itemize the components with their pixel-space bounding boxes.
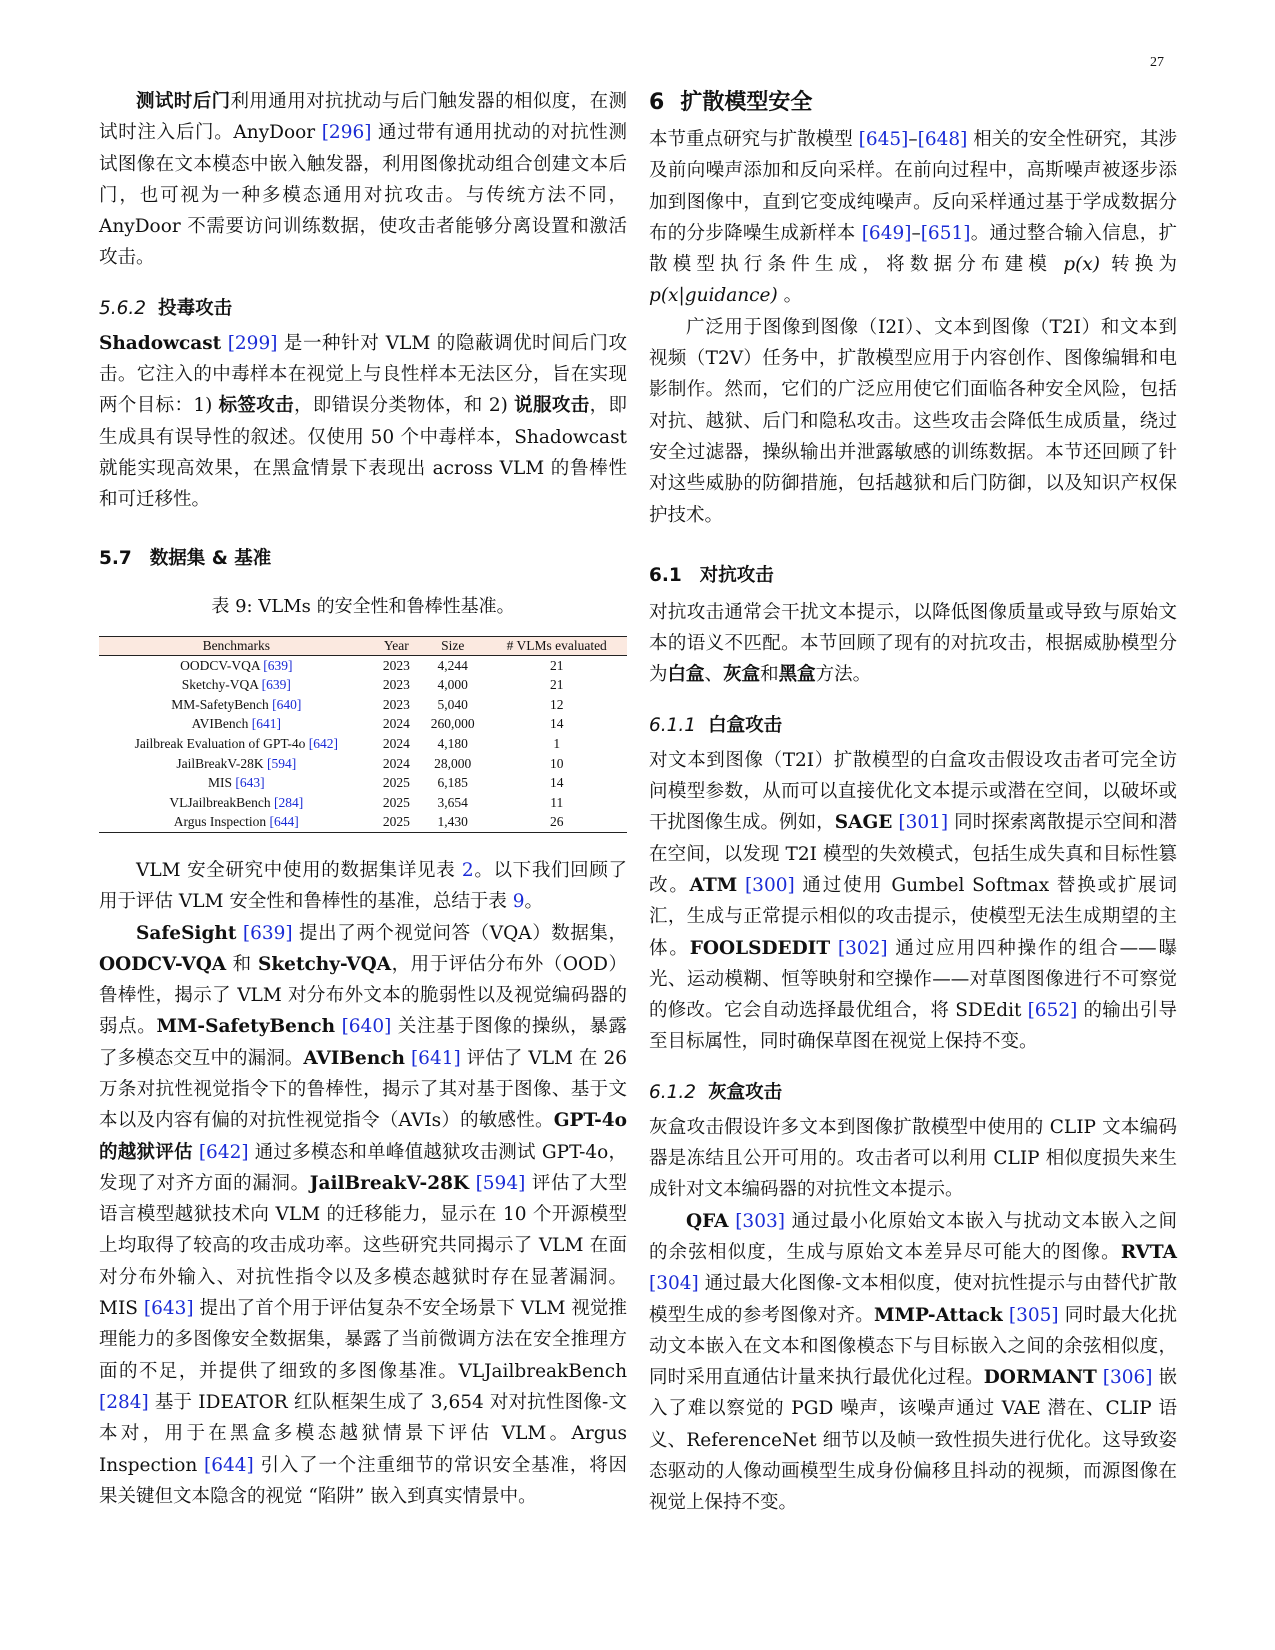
citation-link[interactable]: [640] bbox=[341, 1016, 392, 1038]
table-row bbox=[99, 734, 627, 754]
term-test-time-backdoor: 测试时后门 bbox=[136, 91, 231, 112]
citation-link[interactable]: [645] bbox=[858, 129, 909, 150]
paragraph-white-box bbox=[649, 745, 1177, 1058]
benchmark-name-cell bbox=[99, 812, 374, 832]
table-row bbox=[99, 773, 627, 793]
text: 通过使用 Gumbel Softmax 替换或扩展词汇，生成与正常提示相似的攻击提示，使模型无法生成期望的主体。 bbox=[649, 874, 1177, 959]
math-expression: p(x) bbox=[1063, 254, 1100, 276]
text: 相关的安全性研究，其涉及前向噪声添加和反向采样。在前向过程中，高斯噪声被逐步添加到图像中，直到它变成纯噪声。反向采样通过基于学成数据分布的分步降噪生成新样本 bbox=[649, 129, 1177, 244]
citation-link[interactable]: [594] bbox=[266, 755, 297, 771]
cell-size: 1,430 bbox=[419, 812, 486, 832]
text: 方法。 bbox=[815, 664, 872, 686]
cell-size: 28,000 bbox=[434, 755, 472, 771]
term: 灰盒 bbox=[723, 664, 761, 686]
table-row bbox=[99, 695, 627, 715]
benchmark-name-cell bbox=[99, 714, 374, 734]
text: 通过应用四种操作的组合——曝光、运动模糊、恒等映射和空操作——对草图图像进行不可察觉的修改。它会自动选择最优组合，将 SDEdit bbox=[649, 937, 1177, 1022]
benchmark-name-cell bbox=[99, 773, 374, 793]
benchmark-name-cell bbox=[99, 655, 374, 675]
cell-year: 2024 bbox=[382, 735, 410, 751]
cell-year: 2024 bbox=[382, 755, 410, 771]
text: 。以下我们回顾了用于评估 VLM 安全性和鲁棒性的基准，总结于表 bbox=[99, 859, 627, 913]
cell-evaluated: 1 bbox=[553, 735, 561, 751]
text: 通过带有通用扰动的对抗性测试图像在文本模态中嵌入触发器，利用图像扰动组合创建文本后门，也可视为一种多模态通用对抗攻击。与传统方法不同，AnyDoor 不需要访问训练数据，使攻击者能够分离设置和激活攻击。 bbox=[99, 122, 627, 269]
term: JailBreakV-28K bbox=[309, 1172, 470, 1194]
citation-link[interactable]: [301] bbox=[898, 812, 949, 834]
term: MM-SafetyBench bbox=[156, 1016, 336, 1038]
heading-5-6-2 bbox=[99, 296, 627, 322]
citation-link[interactable]: [284] bbox=[99, 1391, 149, 1413]
text: 是一种针对 VLM 的隐蔽调优时间后门攻击。它注入的中毒样本在视觉上与良性样本无法区分，旨在实现两个目标：1) bbox=[99, 332, 627, 417]
benchmark-name-cell bbox=[99, 675, 374, 695]
text: 和 bbox=[226, 953, 258, 975]
section-number: 6 bbox=[649, 90, 665, 115]
term: AVIBench bbox=[303, 1047, 405, 1069]
citation-link[interactable]: [304] bbox=[649, 1273, 699, 1295]
citation-link[interactable]: [305] bbox=[1008, 1304, 1059, 1326]
cell-size: 5,040 bbox=[437, 696, 468, 712]
heading-5-7 bbox=[99, 546, 627, 572]
paragraph-diffusion-intro bbox=[649, 124, 1177, 312]
section-number: 5.7 bbox=[99, 547, 132, 569]
benchmark-name: MM-SafetyBench bbox=[171, 696, 273, 712]
table-row bbox=[99, 754, 627, 774]
text: 同时最大化扰动文本嵌入在文本和图像模态下与目标嵌入之间的余弦相似度，同时采用直通估计量来执行最优化过程。 bbox=[649, 1304, 1177, 1389]
term-shadowcast: Shadowcast bbox=[99, 332, 222, 354]
section-number: 6.1.1 bbox=[649, 714, 697, 736]
citation-link[interactable]: [648] bbox=[917, 129, 968, 150]
cell-evaluated: 26 bbox=[486, 812, 627, 832]
text: 评估了大型语言模型越狱技术向 VLM 的迁移能力，显示在 10 个开源模型上均取得了较高的攻击成功率。这些研究共同揭示了 VLM 在面对分布外输入、对抗性指令以及多模态越狱时存在显著漏洞。MIS bbox=[99, 1172, 627, 1320]
paragraph-datasets-intro bbox=[99, 855, 627, 918]
paragraph-test-time-backdoor bbox=[99, 86, 627, 274]
term: GPT-4o 的越狱评估 bbox=[99, 1110, 627, 1163]
cell-year: 2025 bbox=[374, 812, 419, 832]
math-expression: p(x|guidance) bbox=[649, 285, 778, 307]
cell-evaluated: 12 bbox=[549, 696, 564, 712]
citation-link[interactable]: [644] bbox=[204, 1454, 254, 1476]
text: – bbox=[908, 129, 918, 150]
text: ，即错误分类物体，和 2) bbox=[294, 395, 515, 417]
text: 评估了 VLM 在 26 万条对抗性视觉指令下的鲁棒性，揭示了其对基于图像、基于文本以及内容有偏的对抗性视觉指令（AVIs）的敏感性。 bbox=[99, 1047, 627, 1132]
left-column bbox=[99, 86, 627, 1512]
section-number: 6.1 bbox=[649, 564, 682, 586]
paragraph-gray-box: 灰盒攻击假设许多文本到图像扩散模型中使用的 CLIP 文本编码器是冻结且公开可用的。攻击者可以利用 CLIP 相似度损失来生成针对文本编码器的对抗性文本提示。 bbox=[649, 1116, 1177, 1201]
section-title: 扩散模型安全 bbox=[680, 90, 813, 115]
text: 对抗攻击通常会干扰文本提示，以降低图像质量或导致与原始文本的语义不匹配。本节回顾了现有的对抗攻击，根据威胁模型分为 bbox=[649, 601, 1177, 686]
citation-link[interactable]: [299] bbox=[227, 332, 278, 354]
text: 通过多模态和单峰值越狱攻击测试 GPT-4o，发现了对齐方面的漏洞。 bbox=[99, 1141, 627, 1194]
cell-year: 2025 bbox=[382, 775, 410, 791]
text: 和 bbox=[760, 664, 779, 686]
text: 的输出引导至目标属性，同时确保草图在视觉上保持不变。 bbox=[649, 1000, 1177, 1053]
term: SafeSight bbox=[136, 922, 237, 944]
right-column bbox=[649, 86, 1177, 1519]
text: ，用于评估分布外（OOD）鲁棒性，揭示了 VLM 对分布外文本的脆弱性以及视觉编码器的弱点。 bbox=[99, 953, 628, 1038]
text: 。 bbox=[524, 891, 544, 913]
paragraph-adversarial bbox=[649, 597, 1177, 691]
text: 引入了一个注重细节的常识安全基准，将因果关键但文本隐含的视觉 “陷阱” 嵌入到真实情景中。 bbox=[99, 1454, 628, 1507]
cell-year: 2025 bbox=[382, 794, 410, 810]
citation-link[interactable]: [641] bbox=[410, 1047, 461, 1069]
citation-link[interactable]: [639] bbox=[263, 657, 293, 673]
column-header: Year bbox=[374, 636, 419, 655]
table-row bbox=[99, 675, 627, 695]
paragraph-qfa bbox=[649, 1206, 1177, 1519]
citation-link[interactable]: [649] bbox=[861, 222, 912, 244]
table-link[interactable]: 2 bbox=[461, 859, 474, 881]
cell-size: 4,180 bbox=[437, 735, 468, 751]
text: ，即生成具有误导性的叙述。仅使用 50 个中毒样本，Shadowcast 就能实现高效果，在黑盒情景下表现出 across VLM 的鲁棒性和可迁移性。 bbox=[99, 395, 627, 511]
term: FOOLSDEDIT bbox=[689, 937, 831, 959]
citation-link[interactable]: [642] bbox=[308, 735, 339, 751]
benchmark-name: MIS bbox=[207, 775, 236, 791]
term: ATM bbox=[689, 874, 738, 896]
heading-6-1 bbox=[649, 563, 1177, 589]
cell-evaluated: 10 bbox=[549, 755, 564, 771]
benchmark-name-cell bbox=[99, 695, 374, 715]
column-header: Benchmarks bbox=[99, 636, 374, 655]
text: 通过最小化原始文本嵌入与扰动文本嵌入之间的余弦相似度，生成与原始文本差异尽可能大的图像。 bbox=[649, 1210, 1177, 1263]
section-title: 数据集 & 基准 bbox=[149, 547, 272, 569]
text: – bbox=[911, 222, 921, 244]
term: DORMANT bbox=[983, 1367, 1097, 1389]
section-title: 白盒攻击 bbox=[708, 714, 783, 736]
cell-size: 3,654 bbox=[437, 794, 468, 810]
cell-evaluated: 21 bbox=[549, 677, 564, 693]
cell-year: 2023 bbox=[382, 696, 410, 712]
text: 对文本到图像（T2I）扩散模型的白盒攻击假设攻击者可完全访问模型参数，从而可以直接优化文本提示或潜在空间，以破坏或干扰图像生成。例如， bbox=[649, 749, 1177, 834]
text: 利用通用对抗扰动与后门触发器的相似度，在测试时注入后门。AnyDoor bbox=[99, 91, 627, 144]
text: 嵌入了难以察觉的 PGD 噪声，该噪声通过 VAE 潜在、CLIP 语义、ReferenceNet 细节以及帧一致性损失进行优化。这导致姿态驱动的人像动画模型生成身份偏移且抖动的视频，而源图像在视觉上保持不变。 bbox=[649, 1367, 1177, 1514]
section-title: 对抗攻击 bbox=[699, 564, 774, 586]
term: 黑盒 bbox=[778, 664, 816, 686]
citation-link[interactable]: [651] bbox=[920, 222, 971, 244]
page-number: 27 bbox=[1150, 55, 1164, 70]
cell-year: 2023 bbox=[382, 657, 410, 673]
citation-link[interactable]: [302] bbox=[837, 937, 888, 959]
text: 、 bbox=[704, 664, 724, 686]
benchmark-name: AVIBench bbox=[191, 716, 252, 732]
benchmark-name-cell bbox=[99, 734, 374, 754]
section-title: 灰盒攻击 bbox=[708, 1081, 783, 1103]
benchmark-name: Jailbreak Evaluation of GPT-4o bbox=[134, 735, 309, 751]
benchmark-table bbox=[99, 636, 627, 833]
table-header-row bbox=[99, 636, 627, 655]
text: 。 bbox=[777, 285, 803, 307]
text: 本节重点研究与扩散模型 bbox=[649, 129, 859, 150]
citation-link[interactable]: [306] bbox=[1102, 1367, 1153, 1389]
cell-size: 4,000 bbox=[437, 677, 468, 693]
citation-link[interactable]: [639] bbox=[242, 922, 293, 944]
cell-size: 4,244 bbox=[437, 657, 468, 673]
citation-link[interactable]: [303] bbox=[735, 1210, 785, 1232]
text: 同时探索离散提示空间和潜在空间，以发现 T2I 模型的失效模式，包括生成失真和目标性篡改。 bbox=[649, 812, 1177, 896]
heading-6-1-2 bbox=[649, 1080, 1177, 1106]
citation-link[interactable]: [296] bbox=[321, 122, 372, 144]
benchmark-name: Sketchy-VQA bbox=[181, 677, 262, 693]
benchmark-name: Argus Inspection bbox=[173, 814, 270, 830]
citation-link[interactable]: [640] bbox=[272, 696, 302, 712]
cell-size: 260,000 bbox=[430, 716, 475, 732]
text: VLM 安全研究中使用的数据集详见表 bbox=[136, 859, 462, 881]
citation-link[interactable]: [284] bbox=[273, 794, 304, 810]
citation-link[interactable]: [652] bbox=[1027, 1000, 1078, 1022]
table-row bbox=[99, 714, 627, 734]
benchmark-name: OODCV-VQA bbox=[180, 657, 264, 673]
term: QFA bbox=[686, 1210, 729, 1232]
text: 。通过整合输入信息，扩散模型执行条件生成，将数据分布建模 bbox=[649, 222, 1177, 276]
table-link[interactable]: 9 bbox=[512, 891, 525, 913]
paragraph-safesight bbox=[99, 918, 627, 1513]
section-number: 6.1.2 bbox=[649, 1081, 697, 1103]
term: RVTA bbox=[1120, 1241, 1177, 1263]
term: MMP-Attack bbox=[873, 1304, 1003, 1326]
benchmark-name-cell bbox=[99, 754, 374, 774]
section-number: 5.6.2 bbox=[99, 297, 147, 319]
citation-link[interactable]: [643] bbox=[143, 1298, 194, 1320]
text: 提出了两个视觉问答（VQA）数据集， bbox=[292, 922, 627, 944]
cell-year: 2023 bbox=[382, 677, 410, 693]
citation-link[interactable]: [300] bbox=[744, 874, 795, 896]
citation-link[interactable]: [642] bbox=[198, 1141, 249, 1163]
cell-evaluated: 21 bbox=[549, 657, 564, 673]
benchmark-name: JailBreakV-28K bbox=[176, 755, 267, 771]
heading-6 bbox=[649, 88, 1177, 118]
section-title: 投毒攻击 bbox=[158, 297, 233, 319]
column-header: # VLMs evaluated bbox=[486, 636, 627, 655]
term-persuasion-attack: 说服攻击 bbox=[514, 395, 590, 417]
cell-evaluated: 14 bbox=[549, 716, 564, 732]
table-row bbox=[99, 793, 627, 813]
table-caption: 表 9: VLMs 的安全性和鲁棒性基准。 bbox=[211, 595, 515, 617]
text: 转换为 bbox=[1099, 254, 1177, 276]
term: Sketchy-VQA bbox=[258, 953, 392, 975]
citation-link[interactable]: [594] bbox=[475, 1172, 526, 1194]
benchmark-name-cell bbox=[99, 793, 374, 813]
table-row bbox=[99, 812, 627, 832]
term-label-attack: 标签攻击 bbox=[218, 395, 295, 417]
column-header: Size bbox=[419, 636, 486, 655]
text: 提出了首个用于评估复杂不安全场景下 VLM 视觉推理能力的多图像安全数据集，暴露了当前微调方法在安全推理方面的不足，并提供了细致的多图像基准。VLJailbreakBench bbox=[99, 1298, 627, 1382]
text: 关注基于图像的操纵，暴露了多模态交互中的漏洞。 bbox=[99, 1016, 627, 1069]
cell-size: 6,185 bbox=[437, 775, 468, 791]
citation-link[interactable]: [643] bbox=[235, 775, 265, 791]
benchmark-name: VLJailbreakBench bbox=[169, 794, 274, 810]
term: SAGE bbox=[834, 812, 893, 834]
table-row bbox=[99, 655, 627, 675]
cell-evaluated: 14 bbox=[549, 775, 564, 791]
cell-evaluated: 11 bbox=[550, 794, 564, 810]
term: OODCV-VQA bbox=[99, 953, 227, 975]
text: 基于 IDEATOR 红队框架生成了 3,654 对对抗性图像-文本对，用于在黑盒多模态越狱情景下评估 VLM。Argus Inspection bbox=[99, 1391, 627, 1476]
text: 通过最大化图像-文本相似度，使对抗性提示与由替代扩散模型生成的参考图像对齐。 bbox=[649, 1273, 1177, 1326]
citation-link[interactable]: [641] bbox=[251, 716, 281, 732]
heading-6-1-1 bbox=[649, 713, 1177, 739]
paragraph-shadowcast bbox=[99, 328, 627, 516]
paragraph-diffusion-applications: 广泛用于图像到图像（I2I）、文本到图像（T2I）和文本到视频（T2V）任务中，扩散模型应用于内容创作、图像编辑和电影制作。然而，它们的广泛应用使它们面临各种安全风险，包括对抗、越狱、后门和隐私攻击。这些攻击会降低生成质量，绕过安全过滤器，操纵输出并泄露敏感的训练数据。本节还回顾了针对这些威胁的防御措施，包括越狱和后门防御，以及知识产权保护技术。 bbox=[649, 316, 1177, 526]
cell-year: 2024 bbox=[382, 716, 410, 732]
citation-link[interactable]: [644] bbox=[269, 814, 299, 830]
term: 白盒 bbox=[667, 664, 705, 686]
citation-link[interactable]: [639] bbox=[261, 677, 291, 693]
